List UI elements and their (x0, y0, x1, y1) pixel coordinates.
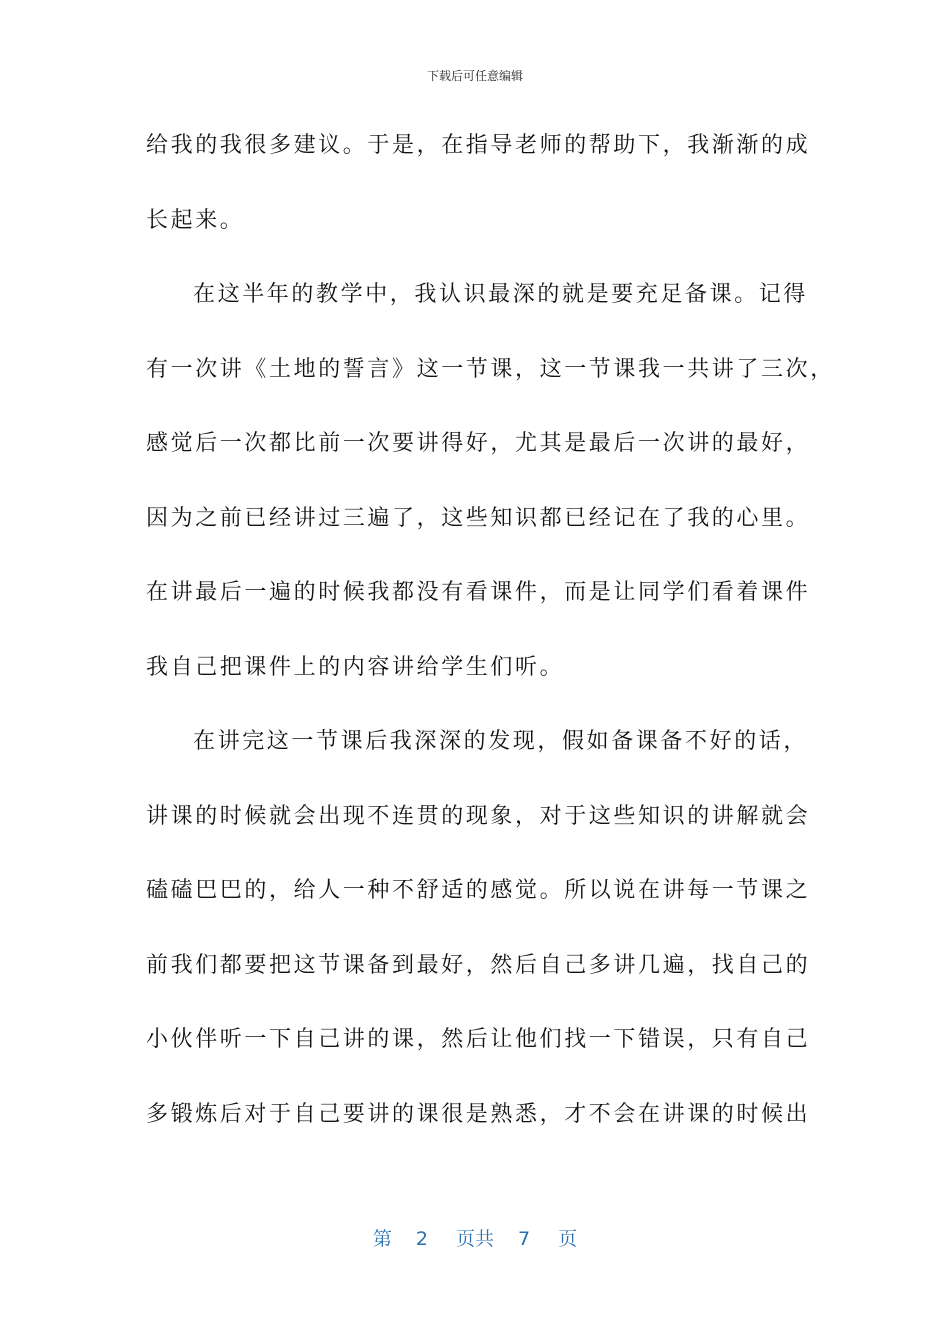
body-text (146, 117, 835, 1160)
text-line: 给我的我很多建议。于是，在指导老师的帮助下，我渐渐的成 (146, 133, 811, 158)
text-line: 因为之前已经讲过三遍了，这些知识都已经记在了我的心里。 (146, 505, 811, 531)
text-line-paragraph-start: 在讲完这一节课后我深深的发现，假如备课备不好的话， (193, 729, 809, 754)
footer-label-ye-gong: 页共 (455, 1228, 494, 1250)
footer-label-ye: 页 (558, 1228, 578, 1250)
text-line: 有一次讲《土地的誓言》这一节课，这一节课我一共讲了三次， (146, 356, 835, 382)
footer-page-current: 2 (415, 1228, 428, 1250)
footer-label-di: 第 (372, 1228, 392, 1250)
text-line: 前我们都要把这节课备到最好，然后自己多讲几遍，找自己的 (146, 952, 811, 978)
page-header: 下载后可任意编辑 (426, 69, 523, 83)
text-line: 在讲最后一遍的时候我都没有看课件，而是让同学们看着课件 (146, 580, 811, 605)
footer-page-total: 7 (518, 1228, 531, 1250)
text-line: 我自己把课件上的内容讲给学生们听。 (146, 654, 565, 680)
text-line: 多锻炼后对于自己要讲的课很是熟悉，才不会在讲课的时候出 (146, 1101, 811, 1127)
text-line: 感觉后一次都比前一次要讲得好，尤其是最后一次讲的最好， (146, 431, 811, 456)
text-line: 长起来。 (146, 207, 245, 233)
text-line: 讲课的时候就会出现不连贯的现象，对于这些知识的讲解就会 (146, 803, 811, 829)
text-line: 小伙伴听一下自己讲的课，然后让他们找一下错误，只有自己 (146, 1027, 811, 1052)
page-footer (0, 1226, 950, 1252)
text-line-paragraph-start: 在这半年的教学中，我认识最深的就是要充足备课。记得 (193, 282, 809, 307)
text-line: 磕磕巴巴的，给人一种不舒适的感觉。所以说在讲每一节课之 (146, 878, 811, 903)
